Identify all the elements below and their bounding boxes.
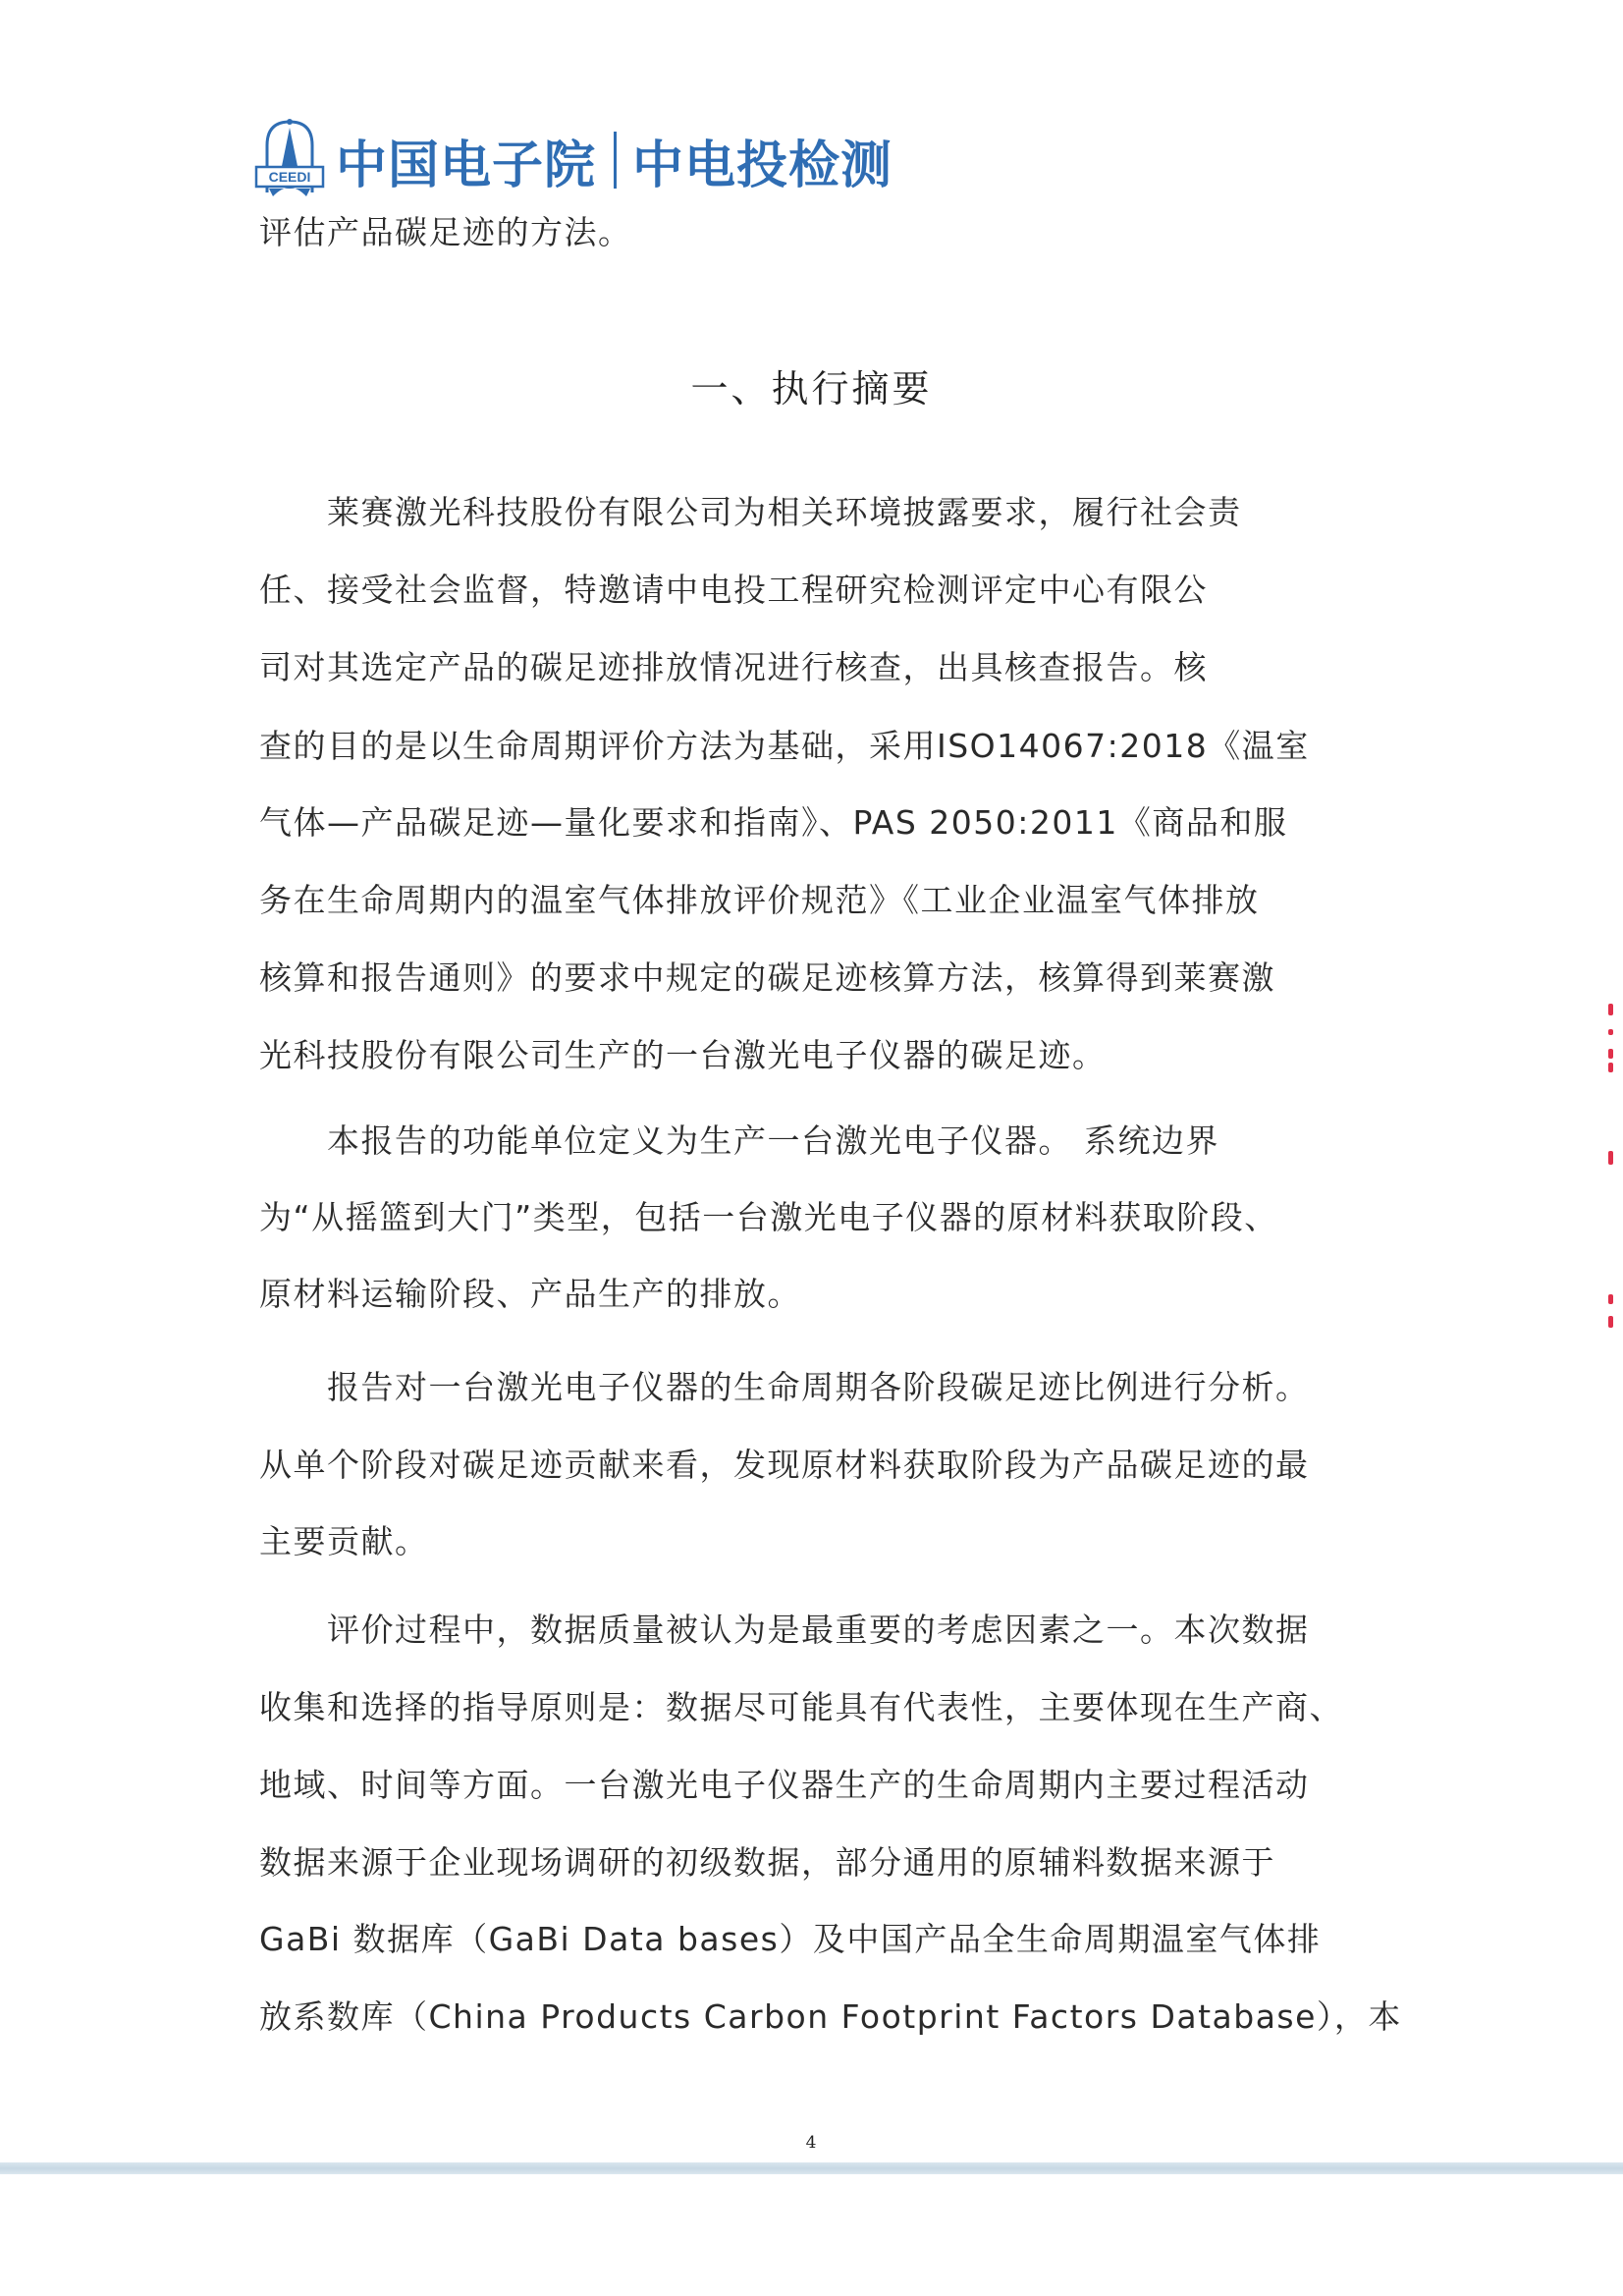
text-line: 评价过程中，数据质量被认为是最重要的考虑因素之一。本次数据 xyxy=(259,1611,1310,1649)
text-line: 任、接受社会监督，特邀请中电投工程研究检测评定中心有限公 xyxy=(259,571,1208,609)
brand-primary: 中国电子院 xyxy=(336,136,597,195)
text-line: 光科技股份有限公司生产的一台激光电子仪器的碳足迹。 xyxy=(259,1036,1107,1074)
text-line: 莱赛激光科技股份有限公司为相关环境披露要求，履行社会责 xyxy=(259,493,1242,531)
text-line: 查的目的是以生命周期评价方法为基础，采用ISO14067:2018《温室 xyxy=(259,727,1310,765)
text-line: 放系数库（China Products Carbon Footprint Factors Database），本 xyxy=(259,1997,1402,2036)
text-line: 原材料运输阶段、产品生产的排放。 xyxy=(259,1275,801,1313)
page-number: 4 xyxy=(805,2133,817,2153)
text-line: GaBi 数据库（GaBi Data bases）及中国产品全生命周期温室气体排 xyxy=(259,1920,1322,1958)
section-title: 一、执行摘要 xyxy=(690,367,933,410)
text-line: 地域、时间等方面。一台激光电子仪器生产的生命周期内主要过程活动 xyxy=(259,1766,1310,1804)
brand-divider xyxy=(614,132,617,189)
seal-mark xyxy=(1608,1151,1613,1165)
text-line: 司对其选定产品的碳足迹排放情况进行核查，出具核查报告。核 xyxy=(259,648,1208,686)
continuation-text: 评估产品碳足迹的方法。 xyxy=(259,213,632,251)
text-line: 务在生命周期内的温室气体排放评价规范》《工业企业温室气体排放 xyxy=(259,881,1260,919)
text-line: 为“从摇篮到大门”类型，包括一台激光电子仪器的原材料获取阶段、 xyxy=(259,1198,1278,1236)
text-line: 收集和选择的指导原则是：数据尽可能具有代表性，主要体现在生产商、 xyxy=(259,1688,1343,1726)
seal-mark xyxy=(1608,1029,1613,1035)
svg-text:CEEDI: CEEDI xyxy=(268,169,311,185)
ceedi-logo-icon xyxy=(253,116,326,204)
text-line: 数据来源于企业现场调研的初级数据，部分通用的原辅料数据来源于 xyxy=(259,1843,1275,1882)
brand-name xyxy=(336,124,893,197)
text-line: 从单个阶段对碳足迹贡献来看，发现原材料获取阶段为产品碳足迹的最 xyxy=(259,1446,1310,1484)
seal-mark xyxy=(1608,1063,1613,1072)
seal-mark xyxy=(1608,1294,1613,1304)
seal-mark xyxy=(1608,1049,1613,1059)
text-line: 核算和报告通则》的要求中规定的碳足迹核算方法，核算得到莱赛激 xyxy=(259,958,1275,997)
brand-secondary: 中电投检测 xyxy=(632,136,893,195)
seal-mark xyxy=(1608,1316,1613,1328)
text-line: 主要贡献。 xyxy=(259,1522,429,1560)
letterhead xyxy=(253,116,893,204)
text-line: 报告对一台激光电子仪器的生命周期各阶段碳足迹比例进行分析。 xyxy=(259,1368,1310,1406)
text-line: 气体—产品碳足迹—量化要求和指南》、PAS 2050:2011《商品和服 xyxy=(259,803,1288,842)
seal-mark xyxy=(1608,1004,1613,1015)
footer-band xyxy=(0,2162,1623,2174)
text-line: 本报告的功能单位定义为生产一台激光电子仪器。 系统边界 xyxy=(259,1121,1219,1160)
